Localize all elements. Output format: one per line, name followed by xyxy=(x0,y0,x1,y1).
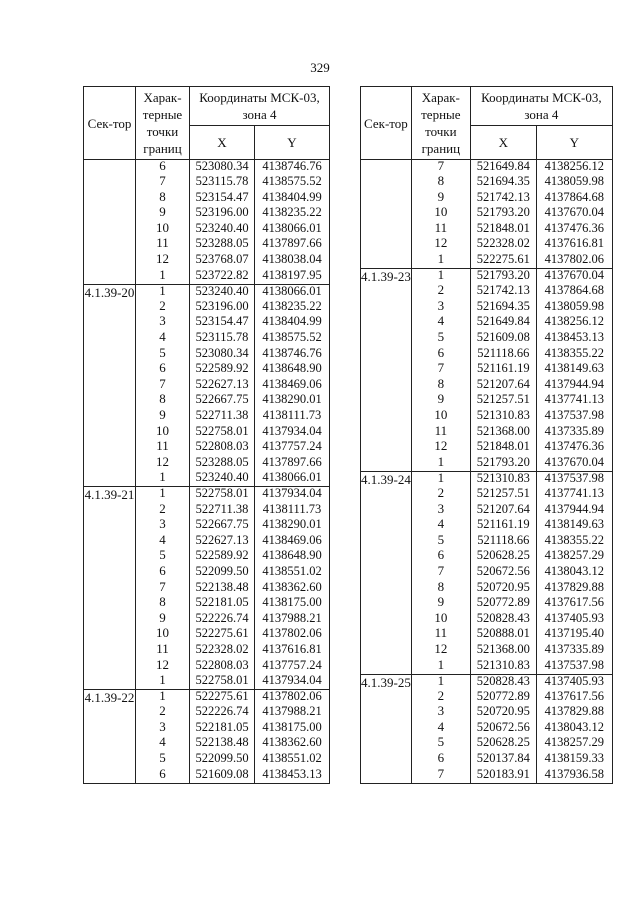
y-cell: 4137335.89 xyxy=(536,425,612,441)
point-cell: 7 xyxy=(136,581,190,597)
sector-cell: 4.1.39-20 xyxy=(84,284,136,487)
point-cell: 11 xyxy=(411,627,470,643)
y-cell: 4138059.98 xyxy=(536,175,612,191)
point-cell: 9 xyxy=(136,206,190,222)
x-cell: 520672.56 xyxy=(470,565,536,581)
y-cell: 4137741.13 xyxy=(536,487,612,503)
x-cell: 521793.20 xyxy=(470,269,536,285)
y-cell: 4137617.56 xyxy=(536,596,612,612)
x-cell: 521368.00 xyxy=(470,643,536,659)
x-cell: 521118.66 xyxy=(470,347,536,363)
x-cell: 520720.95 xyxy=(470,705,536,721)
y-cell: 4137829.88 xyxy=(536,705,612,721)
point-cell: 9 xyxy=(136,612,190,628)
y-cell: 4137934.04 xyxy=(255,425,330,441)
x-cell: 520672.56 xyxy=(470,721,536,737)
point-cell: 7 xyxy=(411,768,470,784)
y-cell: 4138038.04 xyxy=(255,253,330,269)
x-cell: 522275.61 xyxy=(470,253,536,269)
x-cell: 521310.83 xyxy=(470,409,536,425)
y-cell: 4138257.29 xyxy=(536,549,612,565)
y-cell: 4137405.93 xyxy=(536,674,612,690)
y-cell: 4138362.60 xyxy=(255,736,330,752)
x-cell: 523240.40 xyxy=(190,284,255,300)
x-cell: 521207.64 xyxy=(470,378,536,394)
point-cell: 2 xyxy=(411,487,470,503)
y-cell: 4138746.76 xyxy=(255,347,330,363)
y-cell: 4138453.13 xyxy=(255,768,330,784)
y-cell: 4137988.21 xyxy=(255,612,330,628)
x-cell: 521161.19 xyxy=(470,362,536,378)
point-cell: 2 xyxy=(136,705,190,721)
point-cell: 1 xyxy=(411,471,470,487)
table-row xyxy=(84,487,330,503)
x-cell: 521848.01 xyxy=(470,222,536,238)
point-cell: 1 xyxy=(136,674,190,690)
y-cell: 4138256.12 xyxy=(536,315,612,331)
point-cell: 1 xyxy=(411,674,470,690)
table-row xyxy=(361,269,613,285)
y-cell: 4138257.29 xyxy=(536,736,612,752)
y-cell: 4138066.01 xyxy=(255,471,330,487)
x-cell: 521742.13 xyxy=(470,191,536,207)
point-cell: 10 xyxy=(411,409,470,425)
point-cell: 11 xyxy=(136,643,190,659)
y-cell: 4137897.66 xyxy=(255,237,330,253)
point-cell: 1 xyxy=(136,269,190,285)
coordinates-table-right xyxy=(360,86,613,784)
point-cell: 7 xyxy=(411,565,470,581)
x-cell: 523240.40 xyxy=(190,222,255,238)
table-row xyxy=(84,690,330,706)
point-cell: 6 xyxy=(136,768,190,784)
point-cell: 11 xyxy=(136,440,190,456)
x-cell: 520183.91 xyxy=(470,768,536,784)
x-cell: 520772.89 xyxy=(470,690,536,706)
y-cell: 4137864.68 xyxy=(536,284,612,300)
sector-cell xyxy=(84,160,136,285)
x-cell: 522808.03 xyxy=(190,659,255,675)
y-cell: 4137934.04 xyxy=(255,674,330,690)
table-row xyxy=(84,160,330,176)
point-cell: 2 xyxy=(411,690,470,706)
x-cell: 521609.08 xyxy=(470,331,536,347)
y-cell: 4138355.22 xyxy=(536,347,612,363)
y-cell: 4137670.04 xyxy=(536,456,612,472)
x-cell: 520888.01 xyxy=(470,627,536,643)
x-cell: 523080.34 xyxy=(190,160,255,176)
x-cell: 522138.48 xyxy=(190,736,255,752)
point-cell: 6 xyxy=(411,549,470,565)
y-cell: 4137195.40 xyxy=(536,627,612,643)
y-cell: 4137864.68 xyxy=(536,191,612,207)
x-cell: 520828.43 xyxy=(470,674,536,690)
header-sector: Сек-тор xyxy=(361,87,412,160)
x-cell: 522275.61 xyxy=(190,627,255,643)
header-points: Харак-терные точки границ xyxy=(136,87,190,160)
y-cell: 4137670.04 xyxy=(536,206,612,222)
point-cell: 8 xyxy=(136,596,190,612)
y-cell: 4137616.81 xyxy=(255,643,330,659)
point-cell: 12 xyxy=(411,237,470,253)
y-cell: 4137741.13 xyxy=(536,393,612,409)
x-cell: 523196.00 xyxy=(190,206,255,222)
table-row xyxy=(361,674,613,690)
point-cell: 4 xyxy=(411,315,470,331)
x-cell: 521310.83 xyxy=(470,659,536,675)
y-cell: 4138648.90 xyxy=(255,549,330,565)
point-cell: 12 xyxy=(136,456,190,472)
sector-cell: 4.1.39-25 xyxy=(361,674,412,783)
x-cell: 522138.48 xyxy=(190,581,255,597)
x-cell: 523154.47 xyxy=(190,191,255,207)
y-cell: 4138043.12 xyxy=(536,721,612,737)
x-cell: 522328.02 xyxy=(190,643,255,659)
point-cell: 4 xyxy=(136,534,190,550)
point-cell: 6 xyxy=(136,362,190,378)
y-cell: 4138111.73 xyxy=(255,409,330,425)
y-cell: 4138746.76 xyxy=(255,160,330,176)
point-cell: 11 xyxy=(411,222,470,238)
y-cell: 4138149.63 xyxy=(536,518,612,534)
y-cell: 4137936.58 xyxy=(536,768,612,784)
y-cell: 4137537.98 xyxy=(536,471,612,487)
point-cell: 5 xyxy=(136,347,190,363)
x-cell: 521793.20 xyxy=(470,456,536,472)
table-row xyxy=(361,160,613,176)
x-cell: 521161.19 xyxy=(470,518,536,534)
y-cell: 4137476.36 xyxy=(536,440,612,456)
y-cell: 4137802.06 xyxy=(255,690,330,706)
x-cell: 521649.84 xyxy=(470,315,536,331)
point-cell: 9 xyxy=(411,393,470,409)
x-cell: 523115.78 xyxy=(190,175,255,191)
x-cell: 522711.38 xyxy=(190,503,255,519)
point-cell: 7 xyxy=(136,378,190,394)
x-cell: 521118.66 xyxy=(470,534,536,550)
x-cell: 521694.35 xyxy=(470,300,536,316)
x-cell: 520628.25 xyxy=(470,549,536,565)
x-cell: 522627.13 xyxy=(190,534,255,550)
point-cell: 10 xyxy=(136,222,190,238)
point-cell: 8 xyxy=(411,175,470,191)
y-cell: 4137537.98 xyxy=(536,409,612,425)
x-cell: 520137.84 xyxy=(470,752,536,768)
header-y: Y xyxy=(255,126,330,160)
x-cell: 520628.25 xyxy=(470,736,536,752)
y-cell: 4138043.12 xyxy=(536,565,612,581)
point-cell: 12 xyxy=(136,659,190,675)
point-cell: 6 xyxy=(136,160,190,176)
x-cell: 520720.95 xyxy=(470,581,536,597)
x-cell: 523288.05 xyxy=(190,456,255,472)
y-cell: 4137476.36 xyxy=(536,222,612,238)
y-cell: 4138551.02 xyxy=(255,565,330,581)
x-cell: 523768.07 xyxy=(190,253,255,269)
point-cell: 8 xyxy=(136,393,190,409)
x-cell: 520772.89 xyxy=(470,596,536,612)
y-cell: 4137897.66 xyxy=(255,456,330,472)
point-cell: 1 xyxy=(136,487,190,503)
sector-cell: 4.1.39-24 xyxy=(361,471,412,674)
x-cell: 522226.74 xyxy=(190,612,255,628)
point-cell: 6 xyxy=(411,347,470,363)
x-cell: 523080.34 xyxy=(190,347,255,363)
header-points: Харак-терные точки границ xyxy=(411,87,470,160)
point-cell: 3 xyxy=(411,705,470,721)
y-cell: 4138290.01 xyxy=(255,518,330,534)
x-cell: 521694.35 xyxy=(470,175,536,191)
x-cell: 522181.05 xyxy=(190,721,255,737)
point-cell: 5 xyxy=(411,534,470,550)
point-cell: 6 xyxy=(136,565,190,581)
point-cell: 5 xyxy=(411,331,470,347)
header-coords: Координаты МСК-03, зона 4 xyxy=(190,87,330,126)
y-cell: 4138648.90 xyxy=(255,362,330,378)
x-cell: 522808.03 xyxy=(190,440,255,456)
y-cell: 4138175.00 xyxy=(255,721,330,737)
x-cell: 523240.40 xyxy=(190,471,255,487)
x-cell: 522627.13 xyxy=(190,378,255,394)
header-y: Y xyxy=(536,126,612,160)
point-cell: 5 xyxy=(411,736,470,752)
y-cell: 4138059.98 xyxy=(536,300,612,316)
y-cell: 4138575.52 xyxy=(255,175,330,191)
y-cell: 4138404.99 xyxy=(255,191,330,207)
header-sector: Сек-тор xyxy=(84,87,136,160)
point-cell: 8 xyxy=(411,581,470,597)
y-cell: 4138175.00 xyxy=(255,596,330,612)
point-cell: 6 xyxy=(411,752,470,768)
x-cell: 520828.43 xyxy=(470,612,536,628)
point-cell: 3 xyxy=(136,721,190,737)
y-cell: 4138197.95 xyxy=(255,269,330,285)
y-cell: 4137944.94 xyxy=(536,503,612,519)
y-cell: 4138149.63 xyxy=(536,362,612,378)
y-cell: 4138159.33 xyxy=(536,752,612,768)
point-cell: 10 xyxy=(411,206,470,222)
point-cell: 1 xyxy=(411,659,470,675)
y-cell: 4138453.13 xyxy=(536,331,612,347)
x-cell: 523154.47 xyxy=(190,315,255,331)
point-cell: 2 xyxy=(411,284,470,300)
y-cell: 4138235.22 xyxy=(255,300,330,316)
x-cell: 522758.01 xyxy=(190,487,255,503)
point-cell: 1 xyxy=(136,471,190,487)
point-cell: 12 xyxy=(136,253,190,269)
sector-cell xyxy=(361,160,412,269)
point-cell: 12 xyxy=(411,643,470,659)
point-cell: 3 xyxy=(136,518,190,534)
point-cell: 2 xyxy=(136,503,190,519)
point-cell: 5 xyxy=(136,549,190,565)
y-cell: 4137405.93 xyxy=(536,612,612,628)
x-cell: 521742.13 xyxy=(470,284,536,300)
y-cell: 4138469.06 xyxy=(255,378,330,394)
x-cell: 522667.75 xyxy=(190,518,255,534)
x-cell: 522275.61 xyxy=(190,690,255,706)
point-cell: 9 xyxy=(136,409,190,425)
sector-cell: 4.1.39-23 xyxy=(361,269,412,472)
y-cell: 4137617.56 xyxy=(536,690,612,706)
y-cell: 4138290.01 xyxy=(255,393,330,409)
y-cell: 4137537.98 xyxy=(536,659,612,675)
x-cell: 523196.00 xyxy=(190,300,255,316)
y-cell: 4137757.24 xyxy=(255,440,330,456)
header-x: X xyxy=(470,126,536,160)
point-cell: 4 xyxy=(411,518,470,534)
x-cell: 522181.05 xyxy=(190,596,255,612)
x-cell: 522226.74 xyxy=(190,705,255,721)
y-cell: 4138111.73 xyxy=(255,503,330,519)
y-cell: 4138469.06 xyxy=(255,534,330,550)
y-cell: 4138362.60 xyxy=(255,581,330,597)
point-cell: 4 xyxy=(411,721,470,737)
x-cell: 522589.92 xyxy=(190,549,255,565)
y-cell: 4138235.22 xyxy=(255,206,330,222)
point-cell: 9 xyxy=(411,191,470,207)
point-cell: 3 xyxy=(411,300,470,316)
sector-cell: 4.1.39-22 xyxy=(84,690,136,784)
point-cell: 7 xyxy=(411,160,470,176)
y-cell: 4137616.81 xyxy=(536,237,612,253)
y-cell: 4137757.24 xyxy=(255,659,330,675)
table-row xyxy=(361,471,613,487)
y-cell: 4137829.88 xyxy=(536,581,612,597)
point-cell: 8 xyxy=(411,378,470,394)
y-cell: 4137944.94 xyxy=(536,378,612,394)
table-body-left xyxy=(84,160,330,784)
sector-cell: 4.1.39-21 xyxy=(84,487,136,690)
x-cell: 521257.51 xyxy=(470,487,536,503)
x-cell: 522758.01 xyxy=(190,674,255,690)
x-cell: 522758.01 xyxy=(190,425,255,441)
x-cell: 522589.92 xyxy=(190,362,255,378)
page-number: 329 xyxy=(310,60,330,75)
y-cell: 4138066.01 xyxy=(255,284,330,300)
point-cell: 12 xyxy=(411,440,470,456)
x-cell: 521793.20 xyxy=(470,206,536,222)
point-cell: 2 xyxy=(136,300,190,316)
x-cell: 522711.38 xyxy=(190,409,255,425)
point-cell: 10 xyxy=(136,425,190,441)
y-cell: 4137988.21 xyxy=(255,705,330,721)
point-cell: 1 xyxy=(411,456,470,472)
point-cell: 8 xyxy=(136,191,190,207)
x-cell: 521609.08 xyxy=(190,768,255,784)
point-cell: 1 xyxy=(411,269,470,285)
table-body-right xyxy=(361,160,613,784)
y-cell: 4137934.04 xyxy=(255,487,330,503)
point-cell: 3 xyxy=(411,503,470,519)
y-cell: 4137335.89 xyxy=(536,643,612,659)
y-cell: 4138551.02 xyxy=(255,752,330,768)
point-cell: 11 xyxy=(411,425,470,441)
point-cell: 10 xyxy=(411,612,470,628)
x-cell: 521368.00 xyxy=(470,425,536,441)
x-cell: 522667.75 xyxy=(190,393,255,409)
point-cell: 1 xyxy=(411,253,470,269)
x-cell: 523722.82 xyxy=(190,269,255,285)
y-cell: 4138066.01 xyxy=(255,222,330,238)
y-cell: 4137802.06 xyxy=(536,253,612,269)
point-cell: 3 xyxy=(136,315,190,331)
point-cell: 11 xyxy=(136,237,190,253)
coordinates-table-left xyxy=(83,86,330,784)
x-cell: 521649.84 xyxy=(470,160,536,176)
y-cell: 4138575.52 xyxy=(255,331,330,347)
x-cell: 523288.05 xyxy=(190,237,255,253)
x-cell: 522328.02 xyxy=(470,237,536,253)
point-cell: 4 xyxy=(136,736,190,752)
point-cell: 1 xyxy=(136,284,190,300)
point-cell: 7 xyxy=(136,175,190,191)
y-cell: 4137670.04 xyxy=(536,269,612,285)
y-cell: 4138256.12 xyxy=(536,160,612,176)
y-cell: 4138404.99 xyxy=(255,315,330,331)
y-cell: 4138355.22 xyxy=(536,534,612,550)
point-cell: 5 xyxy=(136,752,190,768)
x-cell: 522099.50 xyxy=(190,565,255,581)
header-coords: Координаты МСК-03, зона 4 xyxy=(470,87,612,126)
point-cell: 9 xyxy=(411,596,470,612)
x-cell: 522099.50 xyxy=(190,752,255,768)
x-cell: 521207.64 xyxy=(470,503,536,519)
x-cell: 521848.01 xyxy=(470,440,536,456)
point-cell: 7 xyxy=(411,362,470,378)
point-cell: 1 xyxy=(136,690,190,706)
x-cell: 523115.78 xyxy=(190,331,255,347)
x-cell: 521257.51 xyxy=(470,393,536,409)
x-cell: 521310.83 xyxy=(470,471,536,487)
point-cell: 10 xyxy=(136,627,190,643)
table-row xyxy=(84,284,330,300)
point-cell: 4 xyxy=(136,331,190,347)
header-x: X xyxy=(190,126,255,160)
y-cell: 4137802.06 xyxy=(255,627,330,643)
